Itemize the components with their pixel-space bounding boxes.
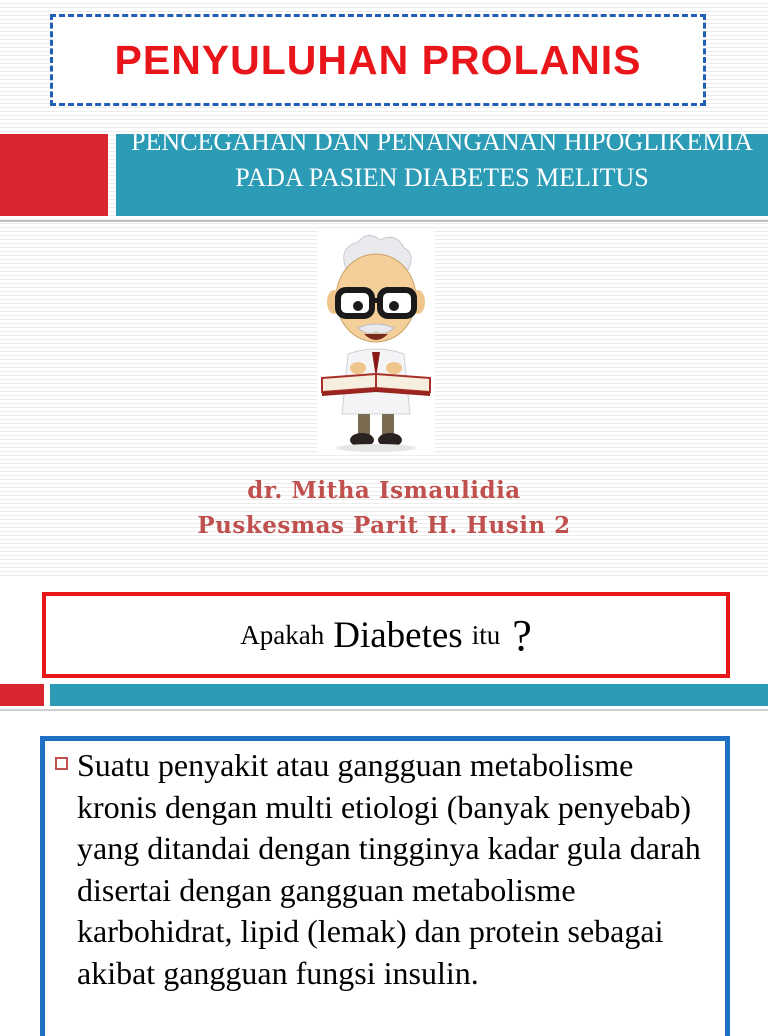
question-prefix: Apakah xyxy=(240,619,325,650)
square-bullet-icon xyxy=(55,757,68,770)
question-term: Diabetes xyxy=(333,614,463,656)
red-accent-strip xyxy=(0,684,44,706)
divider-line xyxy=(0,709,768,711)
author-name: dr. Mitha Ismaulidia xyxy=(247,477,521,504)
definition-box xyxy=(40,736,730,1036)
red-accent-block xyxy=(0,134,108,216)
question-suffix: itu xyxy=(471,619,501,650)
title-box xyxy=(50,14,706,106)
subtitle-band xyxy=(116,134,768,216)
teal-accent-strip xyxy=(50,684,768,706)
question-box xyxy=(42,592,730,678)
slide-title: PENYULUHAN PROLANIS xyxy=(114,36,642,83)
slide-subtitle: PENCEGAHAN DAN PENANGANAN HIPOGLIKEMIA PADA PASIEN DIABETES MELITUS xyxy=(131,134,753,192)
definition-text: Suatu penyakit atau gangguan metabolisme kronis dengan multi etiologi (banyak penyebab) yang ditandai dengan tingginya kadar gula darah disertai dengan gangguan metabolisme karbohidrat, lipid (lemak) dan protein sebagai akibat gangguan fungsi insulin. xyxy=(77,747,701,991)
content-slide xyxy=(0,578,768,1024)
divider-line xyxy=(0,220,768,222)
professor-reading-book-icon xyxy=(318,228,434,454)
question-mark: ? xyxy=(512,610,532,660)
author-affiliation: Puskesmas Parit H. Husin 2 xyxy=(197,512,571,539)
